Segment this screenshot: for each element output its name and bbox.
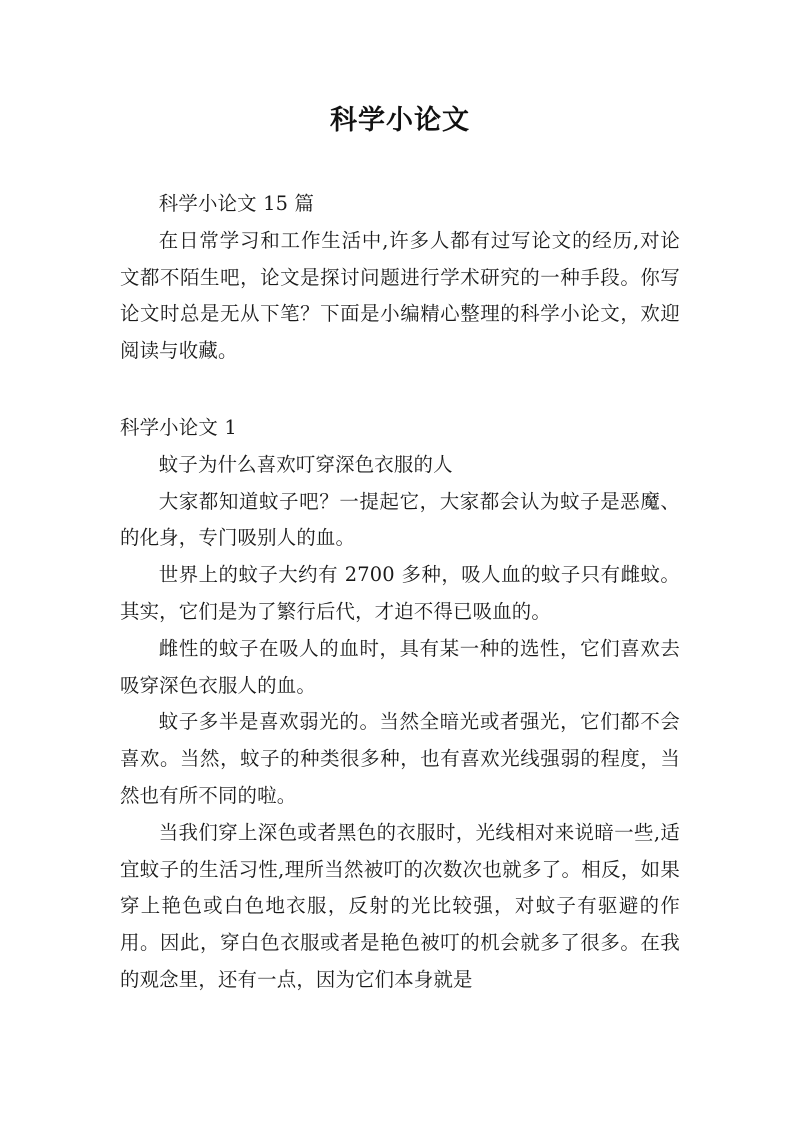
document-title: 科学小论文 [330, 105, 470, 136]
article-paragraph: 雌性的蚊子在吸人的血时，具有某一种的选性，它们喜欢去吸穿深色衣服人的血。 [120, 636, 680, 697]
article-paragraph: 蚊子多半是喜欢弱光的。当然全暗光或者强光，它们都不会喜欢。当然，蚊子的种类很多种，也有喜欢光线强弱的程度，当然也有所不同的啦。 [120, 710, 680, 807]
intro-subtitle: 科学小论文 15 篇 [158, 192, 315, 215]
intro-section [120, 186, 680, 370]
article-section [120, 410, 680, 999]
article-paragraph: 当我们穿上深色或者黑色的衣服时，光线相对来说暗一些,适宜蚊子的生活习性,理所当然被叮的次数次也就多了。相反，如果穿上艳色或白色地衣服，反射的光比较强，对蚊子有驱避的作用。因此，穿白色衣服或者是艳色被叮的机会就多了很多。在我的观念里，还有一点，因为它们本身就是 [120, 820, 680, 991]
article-paragraph: 大家都知道蚊子吧？一提起它，大家都会认为蚊子是恶魔、的化身，专门吸别人的血。 [120, 489, 680, 550]
article-paragraph: 世界上的蚊子大约有 2700 多种，吸人血的蚊子只有雌蚊。其实，它们是为了繁行后代，才迫不得已吸血的。 [120, 563, 680, 623]
section-heading: 科学小论文 1 [120, 416, 237, 439]
intro-paragraph: 在日常学习和工作生活中,许多人都有过写论文的经历,对论文都不陌生吧，论文是探讨问题进行学术研究的一种手段。你写论文时总是无从下笔？下面是小编精心整理的科学小论文，欢迎阅读与收藏。 [120, 228, 680, 363]
article-subheading: 蚊子为什么喜欢叮穿深色衣服的人 [158, 452, 453, 476]
